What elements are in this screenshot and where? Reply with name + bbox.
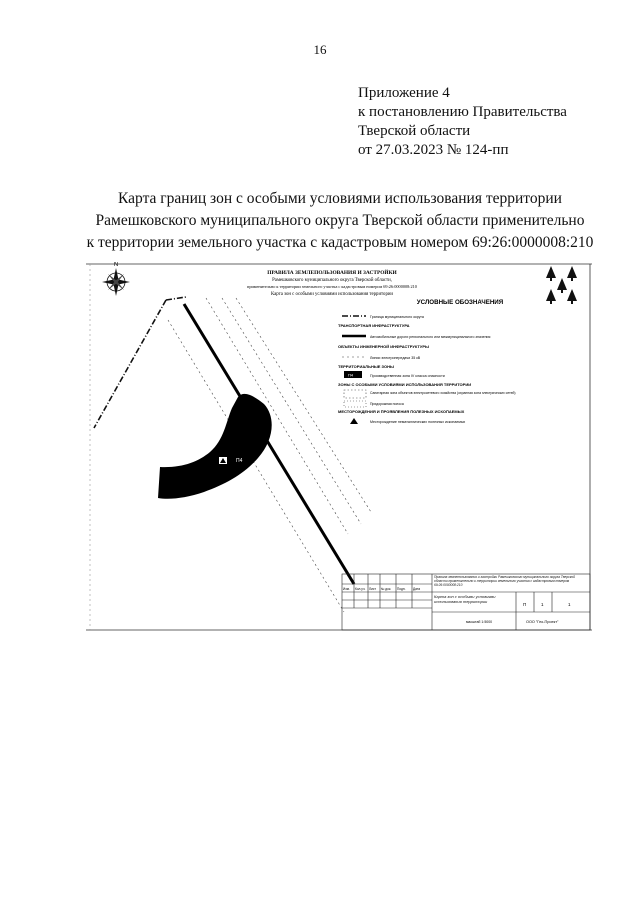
legend bbox=[338, 299, 516, 424]
appendix-line-3: Тверской области bbox=[358, 123, 471, 139]
legend-sanitary-symbol bbox=[344, 390, 366, 398]
tree-icon bbox=[546, 266, 556, 278]
stamp-org: ООО "Гео-Проект" bbox=[526, 620, 559, 624]
municipal-boundary-line bbox=[166, 297, 186, 300]
tree-icon-trunk bbox=[550, 278, 552, 281]
stamp-project-text: Правила землепользования и застройки Рамешковского муниципального округа Тверской области применительно к территории земельного участка с кадастровым номером 69:26:0000008:210 bbox=[434, 575, 575, 587]
compass-rose bbox=[102, 262, 130, 296]
zone-map bbox=[86, 262, 592, 634]
tree-icon-trunk bbox=[571, 278, 573, 281]
appendix-block bbox=[358, 84, 567, 160]
tree-icon-trunk bbox=[561, 290, 563, 293]
map-header-line-3: применительно к территории земельного участка с кадастровым номером 69:26:0000008:210 bbox=[247, 284, 417, 289]
stamp-col-list: Лист bbox=[369, 587, 376, 591]
stamp-sheet-name: Карта зон с особыми условиями использования территории bbox=[434, 594, 496, 604]
legend-roadside-symbol bbox=[344, 401, 366, 407]
document-title bbox=[60, 188, 620, 254]
legend-zone-code: П4 bbox=[348, 372, 354, 378]
power-line-zone bbox=[206, 298, 348, 534]
legend-section-zones: ТЕРРИТОРИАЛЬНЫЕ ЗОНЫ bbox=[338, 364, 394, 369]
map-header bbox=[247, 268, 417, 297]
production-zone-p4 bbox=[158, 394, 272, 499]
stamp-stage: П bbox=[523, 602, 527, 607]
stamp-col-date: Дата bbox=[413, 587, 421, 591]
compass-north-label: N bbox=[113, 262, 119, 268]
legend-power-label: Линии электропередачи 35 кВ bbox=[370, 356, 421, 360]
deposit-icon bbox=[219, 457, 227, 464]
legend-road-label: Автомобильные дороги регионального или межмуниципального значения bbox=[370, 335, 491, 339]
appendix-line-1: Приложение 4 bbox=[358, 85, 450, 101]
tree-icon bbox=[567, 289, 577, 301]
legend-sanitary-label: Санитарная зона объектов электросетевого хозяйства (охранная зона электрических сетей) bbox=[370, 391, 516, 395]
regional-road bbox=[184, 304, 354, 584]
title-line-1: Карта границ зон с особыми условиями использования территории bbox=[118, 190, 562, 207]
stamp-sheet-name-box bbox=[434, 594, 514, 611]
legend-title: УСЛОВНЫЕ ОБОЗНАЧЕНИЯ bbox=[416, 299, 504, 306]
map-svg bbox=[86, 262, 592, 634]
legend-section-engineering: ОБЪЕКТЫ ИНЖЕНЕРНОЙ ИНФРАСТРУКТУРЫ bbox=[338, 344, 429, 349]
stamp-sheets-total: 1 bbox=[568, 602, 571, 607]
legend-section-special: ЗОНЫ С ОСОБЫМИ УСЛОВИЯМИ ИСПОЛЬЗОВАНИЯ ТЕРРИТОРИИ bbox=[338, 382, 472, 387]
appendix-line-4: от 27.03.2023 № 124-пп bbox=[358, 142, 509, 158]
tree-icon-trunk bbox=[550, 301, 552, 304]
map-header-line-2: Рамешковского муниципального округа Тверской области, bbox=[272, 278, 392, 283]
tree-icon bbox=[546, 289, 556, 301]
map-header-line-1: ПРАВИЛА ЗЕМЛЕПОЛЬЗОВАНИЯ И ЗАСТРОЙКИ bbox=[267, 270, 397, 276]
title-line-2: Рамешковского муниципального округа Тверской области применительно bbox=[95, 212, 585, 229]
legend-boundary-label: Граница муниципального округа bbox=[370, 315, 424, 319]
legend-section-minerals: МЕСТОРОЖДЕНИЯ И ПРОЯВЛЕНИЯ ПОЛЕЗНЫХ ИСКОПАЕМЫХ bbox=[338, 409, 465, 414]
legend-deposit-symbol bbox=[350, 418, 358, 424]
title-line-3: к территории земельного участка с кадастровым номером 69:26:0000008:210 bbox=[86, 234, 594, 251]
stamp-sheet-no: 1 bbox=[541, 602, 544, 607]
legend-zone-label: Производственная зона IV класса опасности bbox=[370, 374, 445, 378]
municipal-boundary-line bbox=[94, 300, 166, 428]
appendix-line-2: к постановлению Правительства bbox=[358, 104, 567, 120]
stamp-scale: масштаб 1:5000 bbox=[466, 620, 493, 624]
tree-icon bbox=[557, 278, 567, 290]
map-header-line-4: Карта зон с особыми условиями использования территории bbox=[271, 292, 393, 297]
stamp-col-sign: Подп. bbox=[397, 587, 406, 591]
stamp-col-izm: Изм. bbox=[343, 587, 350, 591]
tree-icon bbox=[567, 266, 577, 278]
legend-deposit-label: Месторождение нематаллических полезных ископаемых bbox=[370, 420, 466, 424]
legend-section-transport: ТРАНСПОРТНАЯ ИНФРАСТРУКТУРА bbox=[338, 323, 410, 328]
stamp-col-kol: Кол.уч. bbox=[355, 587, 366, 591]
stamp-project-text-box bbox=[434, 575, 588, 592]
stamp-col-doc: № док. bbox=[381, 587, 392, 591]
zone-label-p4: П4 bbox=[236, 458, 243, 464]
page-number: 16 bbox=[313, 42, 327, 57]
tree-icon-trunk bbox=[571, 301, 573, 304]
tree-symbols bbox=[546, 266, 577, 304]
legend-roadside-label: Придорожная полоса bbox=[370, 402, 404, 406]
